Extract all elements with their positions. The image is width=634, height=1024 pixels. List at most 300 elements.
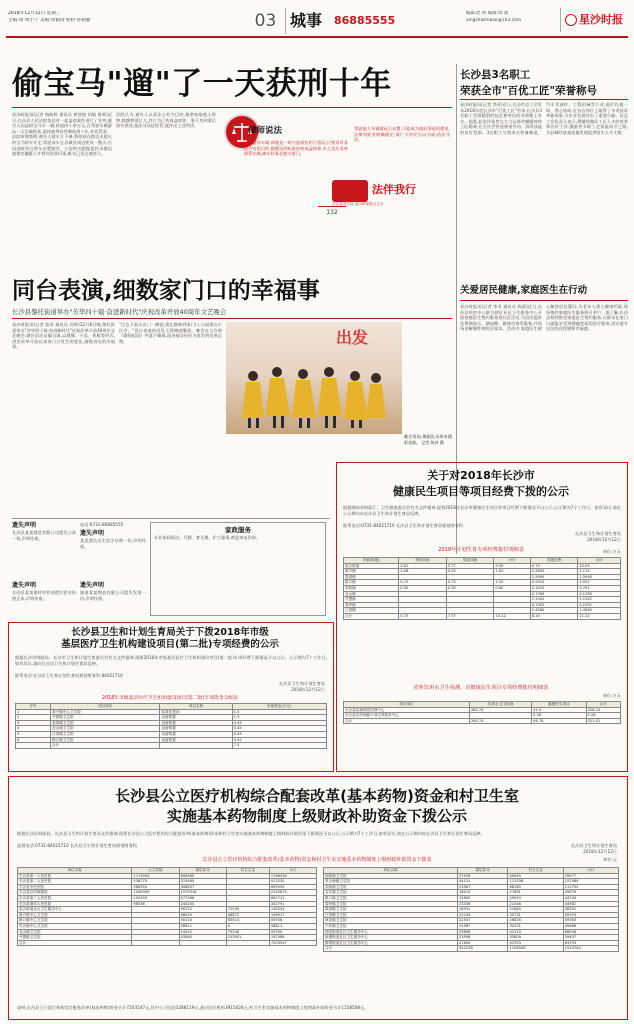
notice-3-title: 遗失声明 bbox=[80, 530, 105, 537]
table-cell: 46.78 bbox=[532, 718, 586, 724]
masthead bbox=[0, 0, 634, 38]
table-header-cell: 乡镇(街道) bbox=[344, 558, 399, 564]
table-header-cell: 合计 bbox=[586, 702, 621, 708]
table-cell: 江背镇 bbox=[344, 608, 399, 614]
table-cell: 244255 bbox=[179, 901, 226, 907]
table-cell: 63193 bbox=[563, 940, 618, 946]
phone-label: 电话:0731-86885555 bbox=[80, 522, 124, 527]
table-row bbox=[16, 743, 327, 749]
table-cell: 设备购置 bbox=[160, 726, 232, 732]
reform-left-table bbox=[17, 867, 317, 946]
dancers-figure bbox=[226, 322, 402, 434]
table-cell: 泉塘街道社区卫生服务中心 bbox=[324, 935, 458, 941]
sidebar2-body: 星沙时报讯(记者 李亚 通讯员 陈晨)近日,长沙县疾控中心联合辖区社区卫生服务中心开展家庭医生签约服务进社区活动,为居民提供免费测血压、测血糖、健康咨询等服务,并现场讲解慢性病防治知识。活动中,家庭医生耐心解答居民疑问,为老年人建立健康档案,现场签约家庭医生服务两百余户。据了解,长沙县持续推进家庭医生签约服务,让群众在家门口就能享受到便捷优质的医疗服务,切实提升居民的获得感和幸福感。 bbox=[460, 304, 628, 332]
table-cell: 0.45 bbox=[232, 737, 326, 743]
table-cell: 1510744 bbox=[563, 946, 618, 952]
table-cell: 1768434 bbox=[269, 873, 316, 879]
table-header-cell: 小计 bbox=[494, 558, 530, 564]
table-cell: 1.1342 bbox=[578, 597, 621, 603]
table-cell: 130252 bbox=[269, 907, 316, 913]
table-cell: 18015 bbox=[458, 890, 508, 896]
table-cell: 43585 bbox=[179, 935, 226, 941]
article1-badge: 132 bbox=[318, 206, 346, 218]
table-cell: 22537 bbox=[458, 918, 508, 924]
table-cell: 路口镇 bbox=[344, 580, 399, 586]
table-header-cell: 补助资金(万元) bbox=[232, 704, 326, 710]
table-cell: 高桥镇 bbox=[344, 585, 399, 591]
notice-4 bbox=[80, 582, 146, 622]
grassroots-contact: 联系电话:长沙县卫生和计划生育局规划财务科 84021710 bbox=[15, 673, 123, 678]
table-cell: 1 bbox=[16, 709, 51, 715]
article2-headline: 同台表演,细数家门口的幸福事 bbox=[12, 278, 320, 304]
table-cell: 41553 bbox=[508, 940, 563, 946]
table-cell: 656480 bbox=[179, 873, 226, 879]
grassroots-notice-box bbox=[8, 622, 334, 772]
table-cell: 21546 bbox=[508, 901, 563, 907]
table-cell: 0.5510 bbox=[530, 580, 578, 586]
table-cell bbox=[132, 940, 179, 946]
grassroots-title-1: 长沙县卫生和计划生育局关于下拨2018年市级 bbox=[71, 627, 269, 638]
table-cell: 106917 bbox=[269, 912, 316, 918]
table-cell: 20243 bbox=[458, 912, 508, 918]
table-cell: 29094 bbox=[508, 895, 563, 901]
reform-data-table-right bbox=[323, 867, 619, 952]
brand-logo bbox=[560, 8, 628, 32]
table-cell: 23898 bbox=[458, 929, 508, 935]
sidebar1-headline-2: 荣获全市"百优工匠"荣誉称号 bbox=[460, 85, 597, 97]
livelihood-notice-box bbox=[336, 462, 628, 772]
right-meta-2: xingshashibao@163.com bbox=[466, 18, 522, 23]
table-cell: 10.09 bbox=[578, 563, 621, 569]
table-cell: 春华镇 bbox=[344, 602, 399, 608]
table-cell: 111752 bbox=[563, 884, 618, 890]
table-cell: 284.74 bbox=[469, 707, 531, 713]
table-cell: 0.60 bbox=[494, 585, 530, 591]
table-cell: 49049 bbox=[508, 873, 563, 879]
notice-5 bbox=[150, 522, 326, 616]
sidebar1-headline-1: 长沙县3名职工 bbox=[460, 69, 531, 81]
table-cell: 0.1392 bbox=[530, 602, 578, 608]
table-cell: 4 bbox=[16, 726, 51, 732]
table-cell: 星沙街道 bbox=[344, 563, 399, 569]
table-cell: 1079316 bbox=[179, 890, 226, 896]
table-cell: 1.50 bbox=[494, 580, 530, 586]
table-cell: 金井镇卫生院 bbox=[324, 890, 458, 896]
table-cell: 0.45 bbox=[232, 720, 326, 726]
table-cell: 21.22 bbox=[578, 613, 621, 619]
notice-4-title: 遗失声明 bbox=[80, 582, 105, 589]
table-cell: 1.4560 bbox=[530, 608, 578, 614]
table-cell: 23436 bbox=[458, 901, 508, 907]
table-cell: 开慧镇卫生院 bbox=[51, 715, 160, 721]
table-cell: 3 bbox=[16, 720, 51, 726]
table-cell: 标准化建设 bbox=[160, 709, 232, 715]
table-cell: 福临镇卫生院 bbox=[324, 873, 458, 879]
livelihood-table1 bbox=[343, 557, 621, 620]
table-header-cell: 村卫生室 bbox=[226, 868, 269, 874]
table-cell: 45676 bbox=[563, 890, 618, 896]
reform-right-table bbox=[323, 867, 619, 952]
table-cell: 35809 bbox=[508, 935, 563, 941]
table-header-cell: 单位名称 bbox=[18, 868, 132, 874]
notice-1-body: 长沙县某某商贸有限公司遗失公章一枚,声明作废。 bbox=[12, 530, 76, 541]
table-header-cell: 项目名称 bbox=[160, 704, 232, 710]
table-cell: 21640 bbox=[458, 940, 508, 946]
livelihood-table2 bbox=[343, 701, 621, 724]
table-cell: 15587 bbox=[458, 923, 508, 929]
table-cell: 6 bbox=[16, 737, 51, 743]
article2-para1: 星沙时报讯(记者 陈诗 通讯员 苏婷)12月8日晚,黎托街道举办"芳华四十载·奋进新时代"庆祝改革开放40周年文艺晚会,辖区居民自编自演,以歌舞、小品、快板等形式,讲述改革开放以来家门口发生的变化,细数身边的幸福事。 bbox=[12, 322, 115, 350]
table-cell: 长沙县妇幼保健计划生育服务中心 bbox=[344, 713, 470, 719]
table-cell: 0.70 bbox=[530, 563, 578, 569]
table-cell: 50974 bbox=[563, 912, 618, 918]
table-cell: 23567 bbox=[458, 884, 508, 890]
table-cell: 352236 bbox=[458, 946, 508, 952]
reform-contact: 监督电话:0731-84021710 长沙县卫生和计划生育局规划财务科 bbox=[17, 843, 137, 848]
table-cell bbox=[179, 940, 226, 946]
table-cell: 0.75 bbox=[399, 580, 447, 586]
livelihood-table1-title: 2018年计划生育专项经费拨付明细表 bbox=[438, 547, 524, 553]
reform-signature: 长沙县卫生和计划生育局 bbox=[570, 843, 617, 848]
table-cell: 榔梨街道社区卫生服务中心 bbox=[324, 940, 458, 946]
masthead-rule bbox=[6, 36, 628, 38]
table-header-cell: 奖励扶助 bbox=[446, 558, 494, 564]
table-cell: 113338 bbox=[508, 879, 563, 885]
notice-4-body: 湖南某某物流有限公司遗失发票一份,声明作废。 bbox=[80, 590, 146, 601]
table-cell: 干杉镇卫生院 bbox=[324, 923, 458, 929]
notice-3-body: 某某遗失出生医学证明一份,声明作废。 bbox=[80, 538, 146, 549]
table-cell: 58811 bbox=[179, 923, 226, 929]
table-cell: 21860 bbox=[508, 907, 563, 913]
brand-name: 星沙时报 bbox=[579, 13, 623, 26]
table-cell: 黄兴镇中心卫生院 bbox=[18, 912, 132, 918]
notice-2 bbox=[12, 582, 76, 622]
table-cell: 30124 bbox=[179, 918, 226, 924]
table-cell: 79248 bbox=[226, 929, 269, 935]
table-cell: 23598 bbox=[458, 935, 508, 941]
table-cell: 44151 bbox=[458, 879, 508, 885]
grassroots-data-table bbox=[15, 703, 327, 749]
article2-subhead: 长沙县黎托街道举办"芳华四十载·奋进新时代"庆祝改革开放40周年文艺晚会 bbox=[12, 308, 227, 316]
photo-caption: 晚会现场,舞蹈队员带来精彩表演。 记者 陈诗 摄 bbox=[404, 434, 452, 445]
table-cell: 路口镇卫生院 bbox=[324, 895, 458, 901]
brand-icon bbox=[565, 14, 577, 26]
table-cell: 38391 bbox=[563, 907, 618, 913]
notice-1 bbox=[12, 522, 76, 582]
table-cell: 2 bbox=[16, 715, 51, 721]
table-cell: 14542 bbox=[179, 929, 226, 935]
table-cell: 1158508 bbox=[508, 946, 563, 952]
livelihood-intro: 根据湖南省财政厅、卫生健康委员会有关文件精神,现将2018年长沙市健康民生项目等项目经费下拨情况予以公示,公示期为7个工作日。如有异议,请在公示期内向长沙县卫生和计划生育局反映。 bbox=[343, 505, 621, 516]
table-cell: 5.28 bbox=[532, 713, 586, 719]
reform-title-2: 实施基本药物制度上级财政补助资金下拨公示 bbox=[166, 807, 467, 825]
table-header-cell: 项目单位 bbox=[51, 704, 160, 710]
table-cell: 0.30 bbox=[446, 585, 494, 591]
table-cell: 3.62 bbox=[399, 563, 447, 569]
table-cell: 197086 bbox=[269, 935, 316, 941]
reform-intro: 根据长沙县财政局、长沙县卫生和计划生育局文件精神,现将长沙县公立医疗机构综合配套改革(基本药物)资金和村卫生室实施基本药物制度上级财政补助资金下拨情况予以公示,公示期为7个工作日,如有异议,请在公示期内向长沙县卫生和计划生育局反映。 bbox=[17, 831, 485, 836]
table-cell: 设备购置 bbox=[160, 715, 232, 721]
table-cell: 1.1342 bbox=[530, 597, 578, 603]
table-cell: 342791 bbox=[269, 901, 316, 907]
law-logo bbox=[332, 180, 452, 210]
table-cell: 北山镇卫生院 bbox=[51, 726, 160, 732]
table-header-cell: 基层医疗 bbox=[458, 868, 508, 874]
law-logo-sub: 长沙县司法局 星沙时报联合主办 bbox=[332, 202, 384, 206]
table-cell: 15650 bbox=[458, 895, 508, 901]
table-cell: 0.1392 bbox=[578, 602, 621, 608]
section-title: 城事 bbox=[290, 11, 323, 30]
table-cell: 27928 bbox=[458, 873, 508, 879]
table-cell: 长沙县疾病预防控制中心 bbox=[344, 707, 470, 713]
table-cell: 0.1410 bbox=[530, 585, 578, 591]
page-number: 03 bbox=[246, 8, 286, 34]
table-cell: 49363 bbox=[563, 918, 618, 924]
table-cell: 0.1789 bbox=[578, 591, 621, 597]
table-cell: 48872 bbox=[226, 912, 269, 918]
notices-top-rule bbox=[12, 518, 330, 519]
table-cell: 44744 bbox=[563, 895, 618, 901]
table-cell: 58045 bbox=[179, 912, 226, 918]
table-cell: 538770 bbox=[132, 879, 179, 885]
table-header-cell: 基层医疗 bbox=[179, 868, 226, 874]
table-header-cell: 序号 bbox=[16, 704, 51, 710]
table-cell: 设备购置 bbox=[160, 737, 232, 743]
notice-5-body: 专业家政保洁、月嫂、育儿嫂、护工服务,欢迎来电咨询。 bbox=[154, 535, 261, 540]
grassroots-date: 2018年12月12日 bbox=[291, 687, 325, 692]
grassroots-table-title: 2018年市级基层医疗卫生机构建设项目(第二批)专项资金分配表 bbox=[102, 696, 238, 701]
table-cell: 合计 bbox=[18, 940, 132, 946]
table-cell: 71530 bbox=[226, 907, 269, 913]
table-cell: 2125675 bbox=[269, 890, 316, 896]
table-cell: 果园镇卫生院 bbox=[324, 907, 458, 913]
table-cell: 58811 bbox=[269, 923, 316, 929]
livelihood-signature: 长沙县卫生和计划生育局 bbox=[574, 531, 621, 536]
article1-col2 bbox=[116, 112, 216, 252]
reform-date: 2018年12月12日 bbox=[583, 849, 617, 854]
date-line: 2018年12月12日 星期三 bbox=[8, 11, 61, 16]
table-cell: 0.75 bbox=[446, 580, 494, 586]
table-cell: 湘龙街道社区卫生服务中心 bbox=[324, 929, 458, 935]
table-cell bbox=[160, 743, 232, 749]
table-cell: 157489 bbox=[563, 879, 618, 885]
law-title: 律师说法 bbox=[248, 126, 283, 136]
table-cell bbox=[16, 743, 51, 749]
table-cell: 开慧镇卫生院 bbox=[18, 935, 132, 941]
table-header-cell: 村卫生室 bbox=[508, 868, 563, 874]
notice-3 bbox=[80, 522, 146, 582]
table-cell: 41.5 bbox=[532, 707, 586, 713]
table-cell: 306637 bbox=[179, 884, 226, 890]
table-cell: 设备购置 bbox=[160, 720, 232, 726]
table-cell: 30731 bbox=[508, 912, 563, 918]
notice-1-title: 遗失声明 bbox=[12, 522, 37, 529]
grassroots-signature: 长沙县卫生和计划生育局 bbox=[278, 681, 325, 686]
table-cell: 江背镇卫生院 bbox=[51, 731, 160, 737]
table-cell: 98536 bbox=[132, 901, 179, 907]
table-header-cell: 其他经费 bbox=[530, 558, 578, 564]
table-cell: 1.5990 bbox=[530, 574, 578, 580]
law-text: 盗窃机动车辆,即使是一时兴起或仅用于游玩,只要具有非法占有的目的,数额达到标准即构成盗窃罪,车主也应妥善保管车辆,离车时务必熄火锁门。 bbox=[244, 140, 348, 157]
table-cell: 长沙县妇幼保健院 bbox=[18, 890, 132, 896]
table-cell: 326.24 bbox=[586, 707, 621, 713]
article1-para3: 法院认为,被告人以非法占有为目的,秘密窃取他人财物,数额特别巨大,其行为已构成盗窃罪。鉴于其到案后如实供述,依法可从轻处罚,遂作出上述判决。 bbox=[116, 112, 216, 129]
grassroots-title-2: 基层医疗卫生机构建设项目(第二批)专项经费的公示 bbox=[61, 639, 279, 650]
article2-para2: "过去下雨天出门一脚泥,现在路修到家门口,公园建在小区旁。"登台表演的居民王阿姨感慨道。晚会在大合唱《歌唱祖国》中落下帷幕,现场观众纷纷为家乡的发展点赞。 bbox=[119, 322, 222, 344]
table-cell bbox=[226, 940, 269, 946]
table-cell: 春华镇卫生院 bbox=[324, 901, 458, 907]
law-text-2: 驾驶他人车辆游玩后弃置,不能成为减轻罪责的理由,法律对此有明确规定,请广大市民引以为戒,依法守法。 bbox=[354, 126, 450, 143]
table-cell: 1046359 bbox=[132, 890, 179, 896]
table-cell: 合计 bbox=[344, 718, 470, 724]
table-cell: 284.74 bbox=[469, 718, 531, 724]
table-cell: 63414 bbox=[226, 918, 269, 924]
livelihood-contact: 联系电话:0731-84021710 长沙县卫生和计划生育局规划财务科 bbox=[343, 523, 463, 528]
table-cell: 577566 bbox=[179, 895, 226, 901]
livelihood-table2-title: 省补饮用水卫生检测、市健康民生项目专项经费拨付明细表 bbox=[413, 685, 549, 691]
table-cell: 1.5 bbox=[232, 709, 326, 715]
grassroots-intro: 根据长沙市财政局、长沙市卫生和计划生育委员会有关文件精神,现将2018年市级基层医疗卫生机构建设项目(第二批)专项经费下拨情况予以公示。公示期为7个工作日,如有异议,请向长沙县卫生和计划生育局反映。 bbox=[15, 655, 327, 666]
table-cell: 58722 bbox=[179, 907, 226, 913]
table-cell: 104145 bbox=[132, 895, 179, 901]
table-cell: 9.39 bbox=[494, 563, 530, 569]
table-header-cell: 单位名称 bbox=[324, 868, 458, 874]
table-cell: 黄兴镇中心卫生院 bbox=[51, 709, 160, 715]
reform-data-table-left bbox=[17, 867, 317, 946]
notice-5-title: 家政服务 bbox=[225, 526, 251, 534]
table-cell: 长沙县第三人民医院 bbox=[18, 895, 132, 901]
table-row bbox=[18, 940, 317, 946]
table-cell: 5.75 bbox=[399, 613, 447, 619]
table-cell: 合计 bbox=[324, 946, 458, 952]
table-cell: 0.1789 bbox=[530, 591, 578, 597]
table-cell: 2.051 bbox=[578, 580, 621, 586]
table-cell: 合计 bbox=[51, 743, 160, 749]
article1-para1: 星沙时报讯(记者 杨曲辉 通讯员 黄凯悦 胡婧 鲁辉)近日,长沙县人民法院依法对一起盗窃案件进行了宣判,被告人因盗窃宝马车一辆,价值四十余万元,在驾驶车辆游玩一天后被抓获,最终被判处有期徒刑十年,并处罚金。 bbox=[12, 112, 112, 134]
table-cell: 1.63 bbox=[494, 569, 530, 575]
table-cell: 长沙县第四人民医院 bbox=[18, 901, 132, 907]
table-cell: 设备购置 bbox=[160, 731, 232, 737]
table-cell: 13.12 bbox=[494, 613, 530, 619]
table-cell: 黄花镇卫生院 bbox=[324, 918, 458, 924]
law-logo-text: 法伴我行 bbox=[372, 183, 416, 196]
table-cell: 0.55 bbox=[446, 569, 494, 575]
table-cell: 7.37 bbox=[446, 613, 494, 619]
sidebar2-headline: 关爱居民健康,家庭医生在行动 bbox=[460, 285, 588, 296]
table-cell: 1.08 bbox=[399, 569, 447, 575]
table-cell: 7203547 bbox=[269, 940, 316, 946]
table-cell: 27661 bbox=[508, 890, 563, 896]
article2-body bbox=[12, 322, 222, 472]
grassroots-table bbox=[15, 703, 327, 749]
table-header-cell: 饮用水卫生检测 bbox=[469, 702, 531, 708]
table-cell: 北山镇 bbox=[344, 591, 399, 597]
table-cell: 合计 bbox=[344, 613, 399, 619]
article1-para2: 法院审理查明,被告人趁车主不备,将停放在路边未熄火的宝马轿车开走,驾驶该车在县城及周边兜风一整天,后因油耗殆尽将车弃置路旁。公安机关根据监控录像迅速锁定嫌疑人并将其抓获归案,赃车已发还被害人。 bbox=[12, 134, 112, 157]
table-cell: 5 bbox=[16, 731, 51, 737]
table-cell: 开慧镇 bbox=[344, 597, 399, 603]
livelihood-title-1: 关于对2018年长沙市 bbox=[427, 469, 535, 482]
table-cell: 0.30 bbox=[399, 585, 447, 591]
table-cell: 59407 bbox=[563, 935, 618, 941]
table-cell: 果园镇卫生院 bbox=[51, 720, 160, 726]
table-row bbox=[344, 718, 621, 724]
table-cell: 331.52 bbox=[586, 718, 621, 724]
table-cell: 长沙县第二人民医院 bbox=[18, 879, 132, 885]
table-cell: 0 bbox=[226, 923, 269, 929]
table-header-cell: 健康民生项目 bbox=[532, 702, 586, 708]
table-cell: 青山铺镇卫生院 bbox=[324, 879, 458, 885]
table-cell: 长沙县第一人民医院 bbox=[18, 873, 132, 879]
table-cell: 0.45 bbox=[232, 731, 326, 737]
table-row bbox=[324, 946, 619, 952]
table-cell: 7.5 bbox=[232, 743, 326, 749]
table-cell: 黄兴镇 bbox=[344, 569, 399, 575]
table-cell: 1.5990 bbox=[578, 574, 621, 580]
table-cell: 44982 bbox=[563, 901, 618, 907]
reform-notice-box bbox=[8, 776, 628, 1020]
table-cell: 1.4560 bbox=[578, 608, 621, 614]
table-cell: 49688 bbox=[563, 923, 618, 929]
table-cell: 8.10 bbox=[530, 613, 578, 619]
reform-table-unit: 单位:元 bbox=[603, 857, 617, 862]
law-logo-mark bbox=[332, 180, 368, 202]
table-cell: 0.45 bbox=[232, 726, 326, 732]
livelihood-data-table-1 bbox=[343, 557, 621, 620]
reform-footnote: 说明:长沙县公立医疗机构综合配套改革(基本药物)资金合计7203547元,其中公立医院3288119元,基层医疗机构3915428元;村卫生室实施基本药物制度上级财政补助资金合计1158508元。 bbox=[17, 1005, 369, 1010]
table-cell: 北山镇卫生院 bbox=[18, 929, 132, 935]
table-row bbox=[344, 613, 621, 619]
livelihood-table1-unit: 单位:万元 bbox=[602, 549, 621, 554]
table-header-cell: 合计 bbox=[578, 558, 621, 564]
sidebar1-body: 星沙时报讯(记者 李亚)近日,长沙市总工会发布2018年度长沙市"百优工匠"名单,长沙县3名职工凭借精湛的技艺和突出的业绩榜上有名。据悉,此次评选旨在大力弘扬劳模精神和工匠精神,在全社会营造尊重劳动、崇尚技能的良好氛围。3名职工分别来自装备制造、汽车零部件、工程机械等行业,他们扎根一线、潜心钻研,在各自岗位上取得了多项技术革新成果,为企业发展作出了重要贡献。县总工会负责人表示,将继续做好工匠人才的培养和宣传工作,激励更多职工走技能成才之路,为县域经济高质量发展提供坚实人才支撑。 bbox=[460, 102, 628, 135]
livelihood-date: 2018年12月12日 bbox=[587, 537, 621, 542]
table-cell: 0.741 bbox=[578, 585, 621, 591]
table-cell: 江背镇卫生院 bbox=[324, 912, 458, 918]
table-cell: 5.77 bbox=[446, 563, 494, 569]
livelihood-table2-unit: 单位:万元 bbox=[602, 693, 621, 698]
table-cell: 76977 bbox=[563, 873, 618, 879]
table-cell: 692992 bbox=[269, 884, 316, 890]
table-cell: 16531 bbox=[458, 907, 508, 913]
table-cell: 4.115 bbox=[578, 569, 621, 575]
table-cell: 374460 bbox=[179, 879, 226, 885]
table-cell: 果园镇 bbox=[344, 574, 399, 580]
table-cell: 34101 bbox=[508, 923, 563, 929]
table-cell: 26826 bbox=[508, 918, 563, 924]
article1-underline bbox=[12, 107, 452, 108]
sidebar2-underline bbox=[460, 300, 628, 301]
table-cell: 长沙县中医医院 bbox=[18, 884, 132, 890]
notice-2-body: 长沙县某某建材经营部遗失营业执照正本,声明作废。 bbox=[12, 590, 76, 601]
table-cell: 913230 bbox=[269, 879, 316, 885]
performance-photo bbox=[226, 322, 402, 434]
table-header-cell: 公立医院 bbox=[132, 868, 179, 874]
table-cell: 5.28 bbox=[586, 713, 621, 719]
table-header-cell: 特别扶助 bbox=[399, 558, 447, 564]
article1-headline: 偷宝马"遛"了一天获刑十年 bbox=[12, 66, 392, 102]
table-header-cell: 项目单位 bbox=[344, 702, 470, 708]
livelihood-title-2: 健康民生项目等项目经费下拨的公示 bbox=[393, 485, 569, 498]
table-cell: 42110 bbox=[508, 929, 563, 935]
article2-underline bbox=[12, 318, 452, 319]
livelihood-data-table-2 bbox=[343, 701, 621, 724]
reform-title-1: 长沙县公立医疗机构综合配套改革(基本药物)资金和村卫生室 bbox=[115, 787, 519, 805]
table-cell: 93538 bbox=[269, 918, 316, 924]
hotline: 86885555 bbox=[334, 14, 396, 27]
table-cell: 1.5 bbox=[232, 715, 326, 721]
table-cell: 安沙镇中心卫生院 bbox=[18, 923, 132, 929]
